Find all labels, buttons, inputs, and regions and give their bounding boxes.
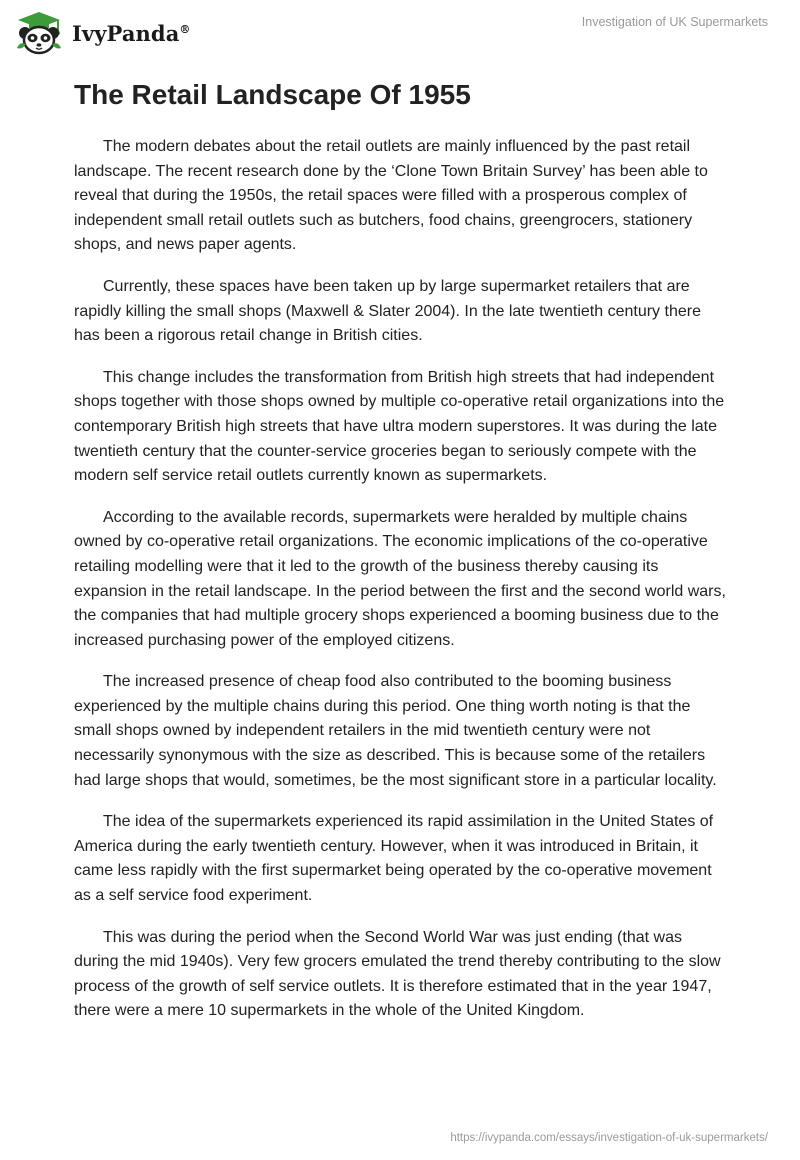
article-paragraph: The idea of the supermarkets experienced its rapid assimilation in the United States of America during the early twentieth century. However, when it was introduced in Britain, it came less rapidly with the first supermarket being operated by the co-operative movement as a self service food experiment.: [74, 813, 714, 905]
logo-wordmark: [72, 21, 191, 46]
logo-name: IvyPanda: [72, 20, 180, 46]
document-title: Investigation of UK Supermarkets: [581, 15, 768, 29]
article-paragraph: This change includes the transformation from British high streets that had independent shops together with those shops owned by multiple co-operative retail organizations into the contemporary British high streets that have ultra modern superstores. It was during the late twentieth century that the counter-service groceries began to seriously compete with the modern self service retail outlets currently known as supermarkets.: [74, 368, 725, 485]
article-paragraph: Currently, these spaces have been taken up by large supermarket retailers that are rapidly killing the small shops (Maxwell & Slater 2004). In the late twentieth century there has been a rigorous retail change in British cities.: [74, 277, 701, 345]
article-paragraph: The increased presence of cheap food also contributed to the booming business experienced by the multiple chains during this period. One thing worth noting is that the small shops owned by independent retailers in the mid twentieth century were not necessarily synonymous with the size as described. This is because some of the retailers had large shops that would, sometimes, be the most significant store in a particular locality.: [74, 673, 717, 789]
source-url[interactable]: https://ivypanda.com/essays/investigation-of-uk-supermarkets/: [450, 1132, 768, 1144]
ivypanda-logo[interactable]: [14, 10, 191, 56]
article-paragraph: This was during the period when the Second World War was just ending (that was during the mid 1940s). Very few grocers emulated the trend thereby contributing to the slow process of the growth of self service outlets. It is therefore estimated that in the year 1947, there were a mere 10 supermarkets in the whole of the United Kingdom.: [74, 928, 721, 1020]
registered-mark: ®: [179, 22, 191, 36]
article-title: The Retail Landscape Of 1955: [74, 79, 471, 110]
page-header: [0, 0, 800, 64]
article: [74, 78, 730, 1041]
panda-graduate-icon: [14, 10, 64, 56]
article-paragraph: According to the available records, supermarkets were heralded by multiple chains owned by co-operative retail organizations. The economic implications of the co-operative retailing modelling were that it led to the growth of the business thereby causing its expansion in the retail landscape. In the period between the first and the second world wars, the companies that had multiple grocery shops experienced a booming business due to the increased purchasing power of the employed citizens.: [74, 508, 726, 649]
article-paragraph: The modern debates about the retail outlets are mainly influenced by the past retail landscape. The recent research done by the ‘Clone Town Britain Survey’ has been able to reveal that during the 1950s, the retail spaces were filled with a prosperous complex of independent small retail outlets such as butchers, food chains, greengrocers, stationery shops, and news paper agents.: [74, 138, 708, 254]
